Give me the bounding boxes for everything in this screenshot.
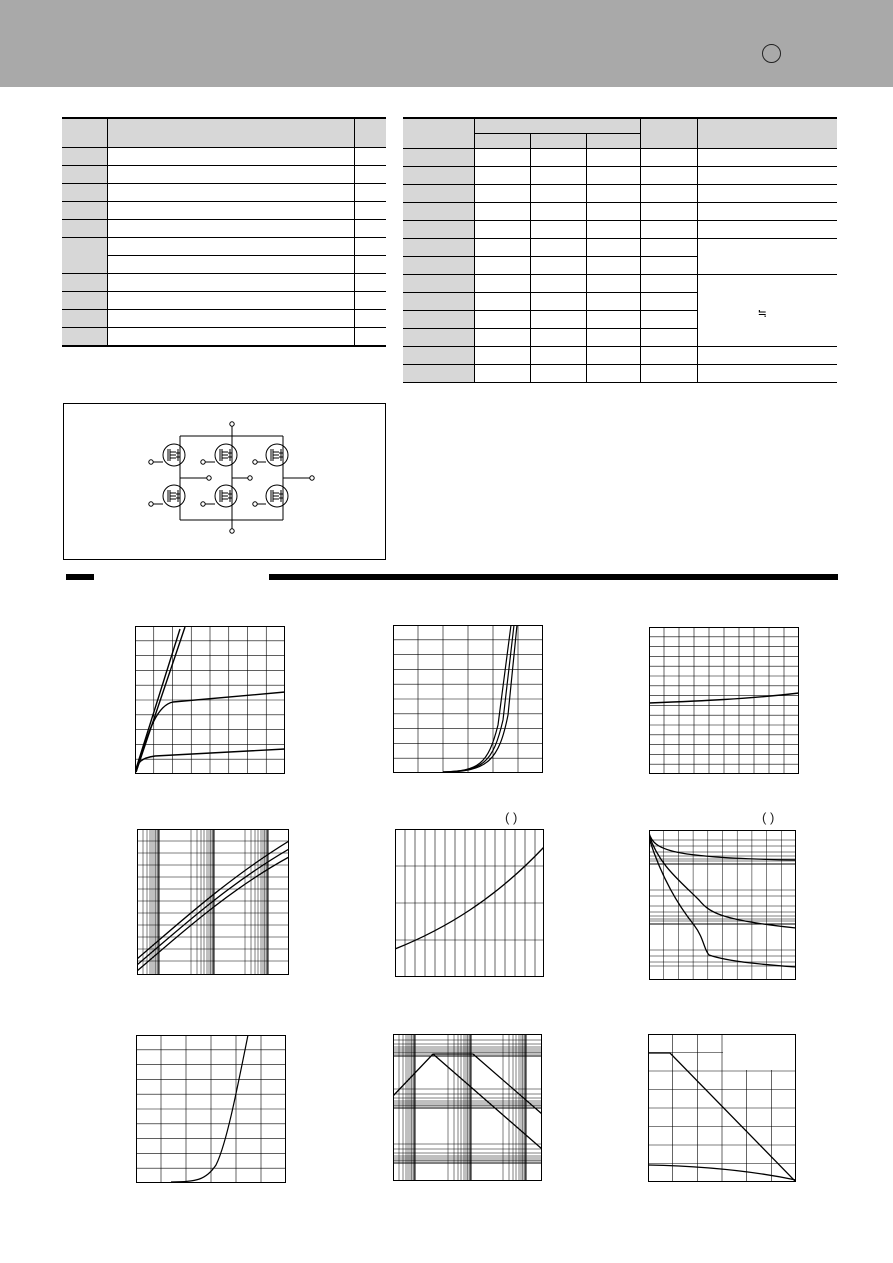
table-row bbox=[403, 365, 837, 383]
table-header-row bbox=[403, 118, 837, 134]
table-row bbox=[403, 167, 837, 185]
table-row bbox=[403, 149, 837, 167]
characteristic-graph-2 bbox=[393, 625, 543, 773]
header-band bbox=[0, 0, 893, 87]
characteristic-graph-8 bbox=[393, 1034, 542, 1181]
graph-paren-marker: ( ) bbox=[762, 810, 775, 825]
table-row bbox=[62, 256, 386, 274]
characteristics-table bbox=[403, 117, 837, 383]
characteristic-graph-3 bbox=[649, 627, 799, 774]
table-header-row bbox=[62, 118, 386, 148]
table-row bbox=[62, 220, 386, 238]
table-row bbox=[403, 347, 837, 365]
table-row bbox=[62, 292, 386, 310]
table-row bbox=[403, 203, 837, 221]
section-bar-left bbox=[66, 574, 94, 580]
equivalent-circuit-box bbox=[63, 403, 386, 560]
approx-equal-symbol: ≒ bbox=[757, 308, 767, 320]
characteristic-graph-1 bbox=[135, 626, 285, 774]
table-row bbox=[62, 202, 386, 220]
three-phase-mosfet-bridge-icon bbox=[64, 404, 385, 559]
table-row bbox=[403, 185, 837, 203]
badge-circle-icon bbox=[762, 44, 781, 63]
table-row bbox=[62, 274, 386, 292]
ratings-table bbox=[62, 117, 386, 347]
section-bar-right bbox=[269, 574, 838, 580]
characteristic-graph-9 bbox=[648, 1034, 796, 1182]
table-row bbox=[403, 239, 837, 257]
characteristic-graph-6 bbox=[649, 830, 796, 980]
table-row bbox=[62, 310, 386, 328]
table-row bbox=[403, 221, 837, 239]
table-row bbox=[62, 166, 386, 184]
table-row bbox=[62, 184, 386, 202]
table-row bbox=[62, 238, 386, 256]
characteristic-graph-7 bbox=[136, 1035, 286, 1183]
characteristic-graph-4 bbox=[137, 829, 289, 975]
characteristic-graph-5 bbox=[395, 829, 544, 977]
table-row bbox=[403, 275, 837, 293]
table-row bbox=[62, 148, 386, 166]
table-row bbox=[62, 328, 386, 347]
graph-paren-marker: ( ) bbox=[505, 810, 518, 825]
